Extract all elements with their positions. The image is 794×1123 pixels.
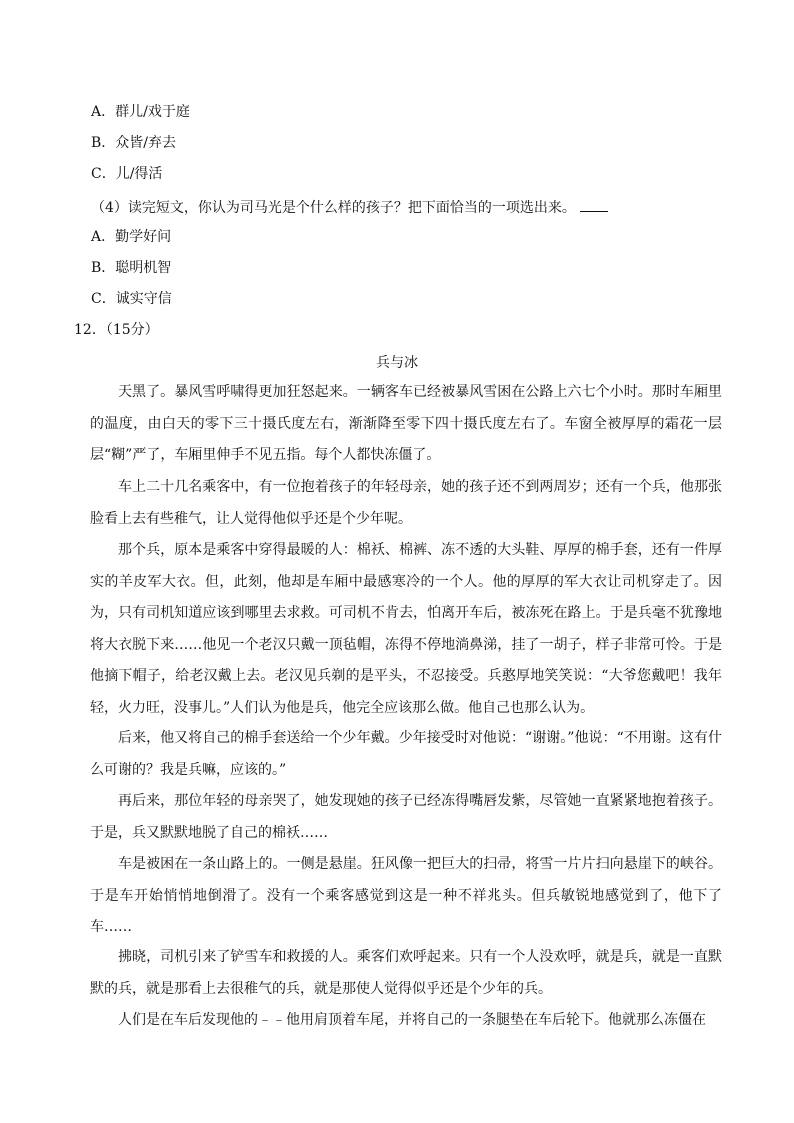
story-paragraph: 车是被困在一条山路上的。一侧是悬崖。狂风像一把巨大的扫帚，将雪一片片扫向悬崖下的峡谷。于是车开始悄悄地倒滑了。没有一个乘客感觉到这是一种不祥兆头。但兵敏锐地感觉到了，他下了车…… bbox=[90, 856, 722, 935]
story-paragraph: 后来，他又将自己的棉手套送给一个少年戴。少年接受时对他说：“谢谢。”他说：“不用谢。这有什么可谢的？我是兵嘛，应该的。” bbox=[90, 730, 722, 778]
q3-option-b: B．众皆/弃去 bbox=[91, 135, 177, 151]
q3-option-a: A．群儿/戏于庭 bbox=[91, 104, 190, 120]
question-4 bbox=[91, 197, 608, 218]
story-paragraph: 天黑了。暴风雪呼啸得更加狂怒起来。一辆客车已经被暴风雪困在公路上六七个小时。那时车厢里的温度，由白天的零下三十摄氏度左右，渐渐降至零下四十摄氏度左右了。车窗全被厚厚的霜花一层层“糊”严了，车厢里伸手不见五指。每个人都快冻僵了。 bbox=[90, 384, 722, 463]
story-title: 兵与冰 bbox=[376, 355, 418, 371]
q4-option-b: B．聪明机智 bbox=[91, 260, 172, 276]
q4-option-a: A．勤学好问 bbox=[91, 229, 172, 245]
question-12-number: 12．（15分） bbox=[74, 322, 159, 338]
answer-blank bbox=[580, 197, 608, 212]
q3-option-c: C．儿/得活 bbox=[91, 166, 163, 182]
story-paragraph: 那个兵，原本是乘客中穿得最暖的人：棉袄、棉裤、冻不透的大头鞋、厚厚的棉手套，还有一件厚实的羊皮军大衣。但，此刻，他却是车厢中最感寒冷的一个人。他的厚厚的军大衣让司机穿走了。因为，只有司机知道应该到哪里去求救。可司机不肯去，怕离开车后，被冻死在路上。于是兵毫不犹豫地将大衣脱下来……他见一个老汉只戴一顶毡帽，冻得不停地淌鼻涕，挂了一胡子，样子非常可怜。于是他摘下帽子，给老汉戴上去。老汉见兵剃的是平头，不忍接受。兵憨厚地笑笑说：“大爷您戴吧！我年轻，火力旺，没事儿。”人们认为他是兵，他完全应该那么做。他自己也那么认为。 bbox=[90, 542, 722, 716]
q4-option-c: C．诚实守信 bbox=[91, 291, 172, 307]
question-4-text: （4）读完短文，你认为司马光是个什么样的孩子？把下面恰当的一项选出来。 bbox=[91, 200, 576, 216]
story-paragraph: 人们是在车后发现他的﹣﹣他用肩顶着车尾，并将自己的一条腿垫在车后轮下。他就那么冻僵在 bbox=[118, 1012, 706, 1028]
story-paragraph: 再后来，那位年轻的母亲哭了，她发现她的孩子已经冻得嘴唇发紫，尽管她一直紧紧地抱着孩子。于是，兵又默默地脱了自己的棉袄…… bbox=[90, 793, 722, 841]
story-paragraph: 拂晓，司机引来了铲雪车和救援的人。乘客们欢呼起来。只有一个人没欢呼，就是兵，就是一直默默的兵，就是那看上去很稚气的兵，就是那使人觉得似乎还是个少年的兵。 bbox=[90, 949, 722, 997]
story-paragraph: 车上二十几名乘客中，有一位抱着孩子的年轻母亲，她的孩子还不到两周岁；还有一个兵，他那张脸看上去有些稚气，让人觉得他似乎还是个少年呢。 bbox=[90, 479, 722, 527]
